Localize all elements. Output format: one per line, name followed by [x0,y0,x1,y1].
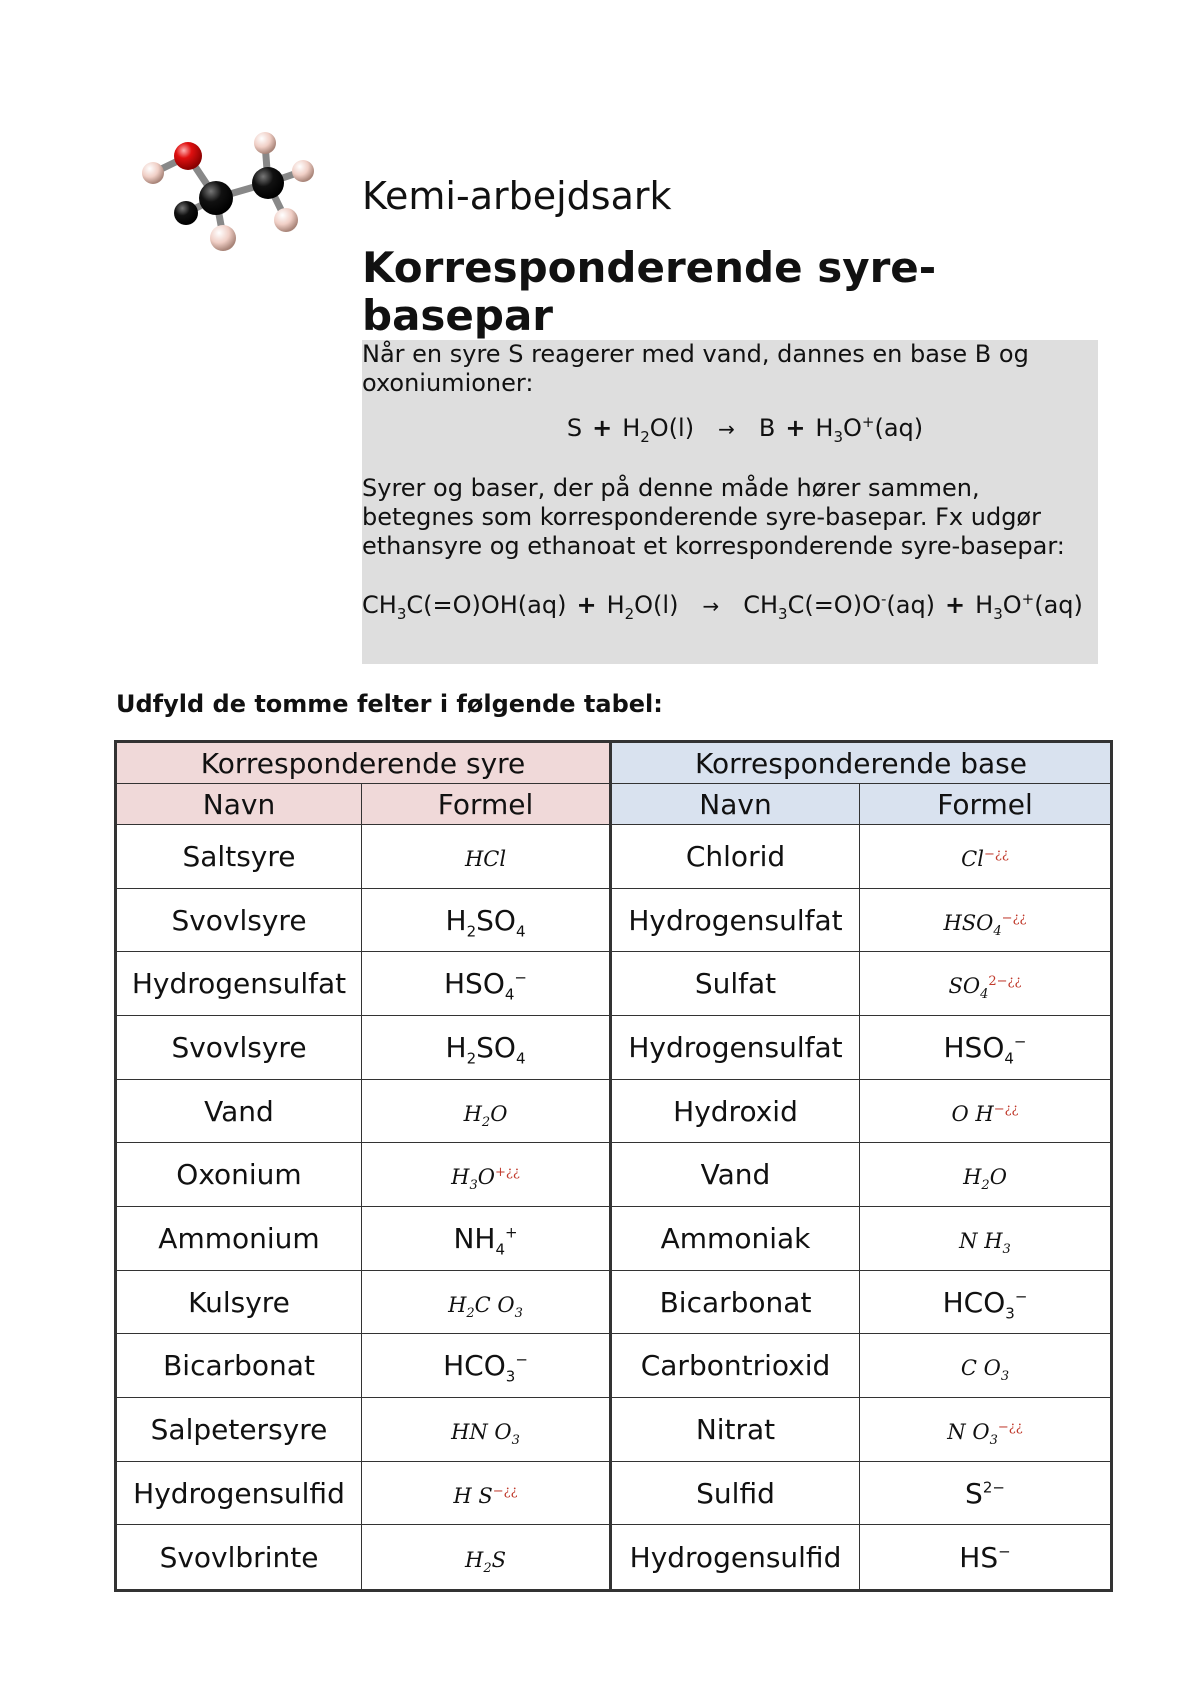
acid-name-cell: Salpetersyre [116,1398,362,1462]
base-formula-cell: Cl−¿¿ [860,825,1112,889]
base-name-cell: Nitrat [611,1398,860,1462]
table-row [116,1207,1112,1271]
acid-formula-cell: $H_2C$ $O_3$ [362,1270,611,1334]
table-row [116,1016,1112,1080]
base-formula-header: Formel [860,784,1112,825]
base-formula-cell: N $H_3$ [860,1207,1112,1271]
instruction-text: Udfyld de tomme felter i følgende tabel: [116,690,663,718]
base-name-cell: Hydrogensulfat [611,888,860,952]
table-row [116,1143,1112,1207]
acid-name-cell: Ammonium [116,1207,362,1271]
page-title: Korresponderende syre-basepar [362,243,937,340]
acid-formula-cell: $H_2O$ [362,1079,611,1143]
base-name-cell: Carbontrioxid [611,1334,860,1398]
table-row [116,1398,1112,1462]
example-equation: $CH_3C(=O)OH(aq) + H_2O(l) \to CH_3C(=O)O^-(aq) + H_3O^+(aq)$ [362,590,1083,623]
acid-name-cell: Svovlsyre [116,1016,362,1080]
base-name-cell: Sulfat [611,952,860,1016]
base-formula-cell: $SO_4^{2-¿¿}$ [860,952,1112,1016]
acid-formula-cell: $HCO_3^-$ [362,1334,611,1398]
acid-base-table [114,740,1113,1592]
acid-name-cell: Svovlbrinte [116,1525,362,1591]
general-equation: $S + H_2O(l) \to B + H_3O^+(aq)$ [566,413,924,446]
base-formula-cell: O H−¿¿ [860,1079,1112,1143]
explanation-paragraph: Syrer og baser, der på denne måde hører sammen, betegnes som korresponderende syre-basepar. Fx udgør ethansyre og ethanoat et korresponderende syre-basepar: [362,474,1065,560]
base-formula-cell: $HSO_4^{-¿¿}$ [860,888,1112,952]
acid-formula-cell: $H_2SO_4$ [362,1016,611,1080]
base-formula-cell: $S^{2-}$ [860,1461,1112,1525]
base-formula-cell: HS− [860,1525,1112,1591]
table-row [116,1334,1112,1398]
molecule-model-image [128,128,338,278]
base-formula-cell: N $O_3^{-¿¿}$ [860,1398,1112,1462]
acid-name-cell: Bicarbonat [116,1334,362,1398]
base-name-cell: Ammoniak [611,1207,860,1271]
info-box [362,340,1098,664]
table-row [116,1079,1112,1143]
base-name-cell: Sulfid [611,1461,860,1525]
base-formula-cell: C $O_3$ [860,1334,1112,1398]
base-name-cell: Hydroxid [611,1079,860,1143]
table-row [116,1461,1112,1525]
table-row [116,952,1112,1016]
acid-formula-header: Formel [362,784,611,825]
base-name-cell: Hydrogensulfid [611,1525,860,1591]
table-row [116,888,1112,952]
base-name-cell: Chlorid [611,825,860,889]
base-column-header: Korresponderende base [611,742,1112,784]
acid-name-cell: Kulsyre [116,1270,362,1334]
base-formula-cell: $HSO_4^-$ [860,1016,1112,1080]
table-row [116,1270,1112,1334]
acid-formula-cell: $H_2S$ [362,1525,611,1591]
acid-formula-cell: $H_3O^{+¿¿}$ [362,1143,611,1207]
header [362,170,1102,340]
base-formula-cell: $HCO_3^-$ [860,1270,1112,1334]
table-row [116,1525,1112,1591]
acid-column-header: Korresponderende syre [116,742,611,784]
acid-name-cell: Svovlsyre [116,888,362,952]
acid-name-cell: Vand [116,1079,362,1143]
acid-formula-cell: $NH_4^+$ [362,1207,611,1271]
acid-formula-cell: $H_2SO_4$ [362,888,611,952]
base-name-cell: Hydrogensulfat [611,1016,860,1080]
acid-formula-cell: $HSO_4^-$ [362,952,611,1016]
acid-name-header: Navn [116,784,362,825]
base-formula-cell: $H_2O$ [860,1143,1112,1207]
acid-name-cell: Saltsyre [116,825,362,889]
acid-formula-cell: HCl [362,825,611,889]
subject-heading: Kemi-arbejdsark [362,174,672,218]
intro-paragraph: Når en syre S reagerer med vand, dannes en base B og oxoniumioner: [362,340,1029,397]
acid-formula-cell: H S−¿¿ [362,1461,611,1525]
base-name-cell: Bicarbonat [611,1270,860,1334]
base-name-cell: Vand [611,1143,860,1207]
acid-name-cell: Hydrogensulfat [116,952,362,1016]
base-name-header: Navn [611,784,860,825]
acid-formula-cell: HN $O_3$ [362,1398,611,1462]
acid-name-cell: Oxonium [116,1143,362,1207]
acid-name-cell: Hydrogensulfid [116,1461,362,1525]
table-row [116,825,1112,889]
